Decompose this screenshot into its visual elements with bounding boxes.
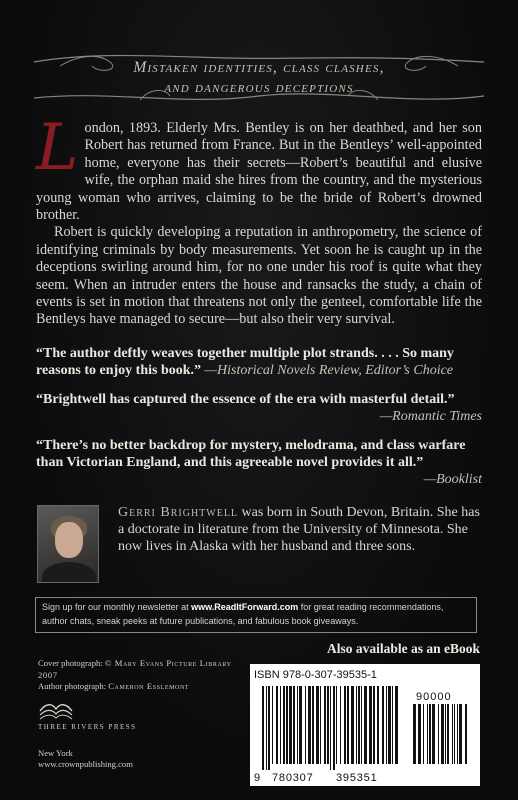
barcode-digit-first: 9	[254, 772, 261, 784]
publisher-url[interactable]: www.crownpublishing.com	[38, 759, 133, 769]
barcode-main	[262, 686, 402, 770]
drop-cap: L	[36, 111, 79, 185]
review-quote-2	[36, 391, 482, 425]
quote-source: —Booklist	[423, 472, 482, 487]
author-bio-text: was born in South Devon, Britain. She has a doctorate in literature from the University of Minnesota. She now lives in Alaska with her husband and three sons.	[118, 505, 480, 554]
author-photo-credit: Author photograph: Cameron Esslemont	[38, 681, 190, 691]
barcode-addon	[413, 704, 469, 770]
review-quotes	[36, 345, 482, 500]
tagline-line-1: Mistaken identities, class clashes,	[133, 59, 385, 76]
review-quote-1	[36, 345, 482, 379]
quote-text: “The author deftly weaves together multiple plot strands. . . . So many reasons to enjoy this book.”	[36, 346, 454, 378]
barcode-digits-right: 395351	[336, 772, 378, 784]
quote-text: “There’s no better backdrop for mystery, melodrama, and class warfare than Victorian England, and this agreeable novel provides it all.”	[36, 438, 466, 470]
isbn-number: ISBN 978-0-307-39535-1	[254, 669, 377, 681]
tagline-line-2: and dangerous deceptions	[164, 79, 354, 96]
newsletter-box	[35, 597, 477, 633]
author-photo	[37, 505, 99, 583]
tagline	[0, 58, 518, 98]
author-name: Gerri Brightwell	[118, 505, 239, 520]
review-quote-3	[36, 437, 482, 488]
description-paragraph-2: Robert is quickly developing a reputation in anthropometry, the science of identifying criminals by body measurements. Yet soon he is caught up in the deceptions swirling around him, for no one under his roof is quite what they seem. When an intruder enters the house and ransacks the study, a chain of events is set in motion that threatens not only the genteel, comfortable life the Bentleys have managed to secure—but also their very survival.	[36, 224, 482, 328]
newsletter-suffix: for great reading recommendations, author chats, sneak peeks at future publications, and fabulous book giveaways.	[42, 602, 444, 626]
publisher-logo-icon	[38, 697, 74, 721]
newsletter-prefix: Sign up for our monthly newsletter at	[42, 602, 192, 612]
photo-credits	[38, 658, 238, 693]
quote-text: “Brightwell has captured the essence of the era with masterful detail.”	[36, 392, 455, 407]
quote-source: —Historical Novels Review, Editor’s Choice	[204, 363, 454, 378]
description-text-1: ondon, 1893. Elderly Mrs. Bentley is on her deathbed, and her son Robert has returned from France. But in the Bentleys’ well-appointed home, everyone has their secrets—Robert’s beautiful and elusive wife, the orphan maid she hires from the country, and the mysterious young woman who arrives, claiming to be the bride of Robert’s drowned brother.	[36, 120, 482, 224]
publisher-city: New York	[38, 748, 73, 758]
book-description	[36, 111, 482, 329]
publisher-name: THREE RIVERS PRESS	[38, 723, 137, 731]
description-paragraph-1	[36, 111, 482, 224]
quote-source: —Romantic Times	[379, 409, 482, 424]
author-bio	[118, 504, 480, 555]
barcode-addon-number: 90000	[416, 691, 452, 703]
ebook-notice: Also available as an eBook	[326, 641, 480, 656]
newsletter-link[interactable]: www.ReadItForward.com	[191, 602, 299, 612]
barcode-digits-left: 780307	[272, 772, 314, 784]
cover-photo-credit: Cover photograph: © Mary Evans Picture Library 2007	[38, 658, 232, 680]
